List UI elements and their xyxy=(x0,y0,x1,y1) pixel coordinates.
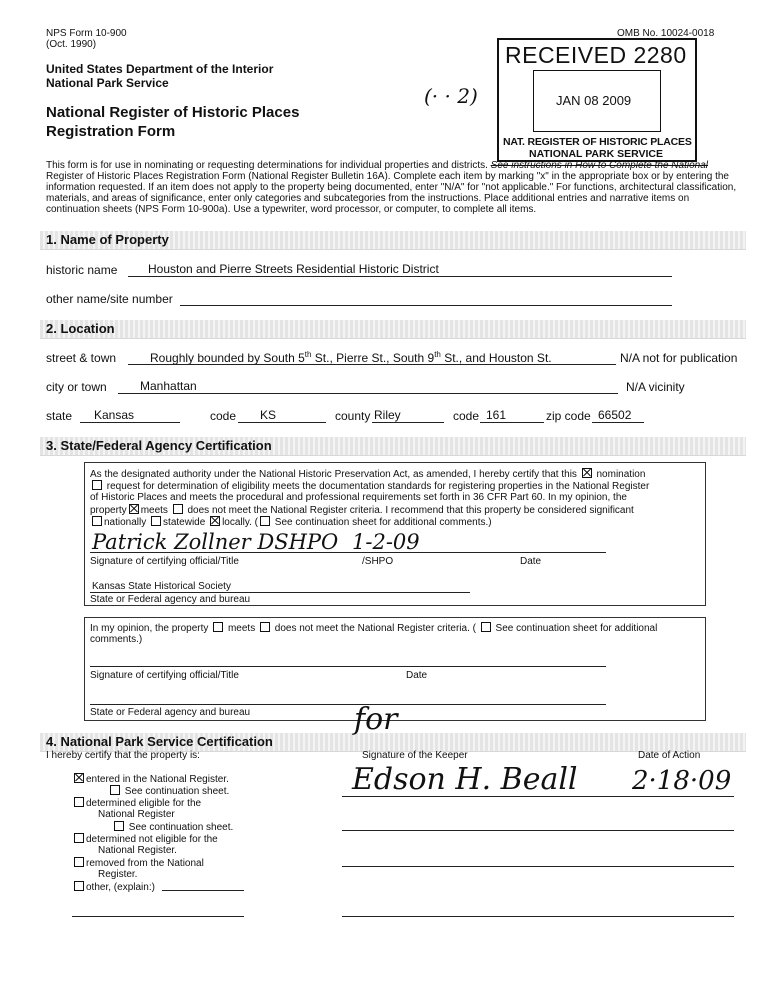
vicinity: N/A vicinity xyxy=(626,380,685,394)
see-continuation-checkbox-2[interactable] xyxy=(114,821,124,831)
historic-name-value[interactable]: Houston and Pierre Streets Residential Historic District xyxy=(148,262,439,276)
keeper-signature: Edson H. Beall xyxy=(352,762,578,797)
agency-line xyxy=(90,592,470,593)
county-label: county xyxy=(335,409,371,423)
handwritten-mark: (· · 2) xyxy=(424,84,478,108)
keeper-signature-line xyxy=(342,796,734,797)
other-name-label: other name/site number xyxy=(46,292,173,306)
meets-checkbox[interactable] xyxy=(129,504,139,514)
nps-intro: I hereby certify that the property is: xyxy=(46,750,200,761)
entered-checkbox[interactable] xyxy=(74,773,84,783)
opinion-continuation-checkbox[interactable] xyxy=(481,622,491,632)
stamp-line-1: NAT. REGISTER OF HISTORIC PLACES xyxy=(503,136,692,148)
request-checkbox[interactable] xyxy=(92,480,102,490)
zip-line xyxy=(592,422,644,423)
opinion-line-1: In my opinion, the property meets does not meet the National Register criteria. ( See continuation sheet for additional xyxy=(90,623,658,634)
date-label: Date xyxy=(520,556,542,567)
opinion-agency-line[interactable] xyxy=(90,704,606,705)
opinion-signature-label: Signature of certifying official/Title xyxy=(90,670,239,681)
section-2-bar xyxy=(40,320,746,339)
code-label: code xyxy=(210,409,237,423)
received-stamp xyxy=(497,38,697,162)
other-checkbox[interactable] xyxy=(74,881,84,891)
opinion-date-label: Date xyxy=(406,670,428,681)
section-2-title: 2. Location xyxy=(46,321,115,336)
stamp-date-box xyxy=(533,70,661,132)
city-label: city or town xyxy=(46,380,107,394)
stamp-date: JAN 08 2009 xyxy=(556,93,632,108)
keeper-line-2[interactable] xyxy=(342,830,734,831)
certifying-signature-line xyxy=(90,552,606,553)
instructions-line-4: materials, and areas of significance, enter only categories and subcategories from the instructions. Place additional entries and narrative items on xyxy=(46,193,690,204)
other-name-field[interactable] xyxy=(180,305,672,306)
nationally-checkbox[interactable] xyxy=(92,516,102,526)
state-code-value[interactable]: KS xyxy=(260,408,277,422)
see-continuation-item-2: See continuation sheet. xyxy=(112,821,233,833)
signature-label: Signature of certifying official/Title xyxy=(90,556,239,567)
keeper-label: Signature of the Keeper xyxy=(362,750,468,761)
street-value[interactable]: Roughly bounded by South 5th St., Pierre St., South 9th St., and Houston St. xyxy=(150,350,552,365)
determined-eligible-item: determined eligible for the xyxy=(72,797,201,809)
locally-checkbox[interactable] xyxy=(210,516,220,526)
opinion-agency-label: State or Federal agency and bureau xyxy=(90,707,251,718)
other-item: other, (explain:) xyxy=(72,881,155,893)
entered-item: entered in the National Register. xyxy=(72,773,229,785)
state-code-line xyxy=(238,422,326,423)
county-line xyxy=(372,422,444,423)
cert-line-5: nationally statewide locally. ( See continuation sheet for additional comments.) xyxy=(90,516,492,528)
see-continuation-checkbox[interactable] xyxy=(110,785,120,795)
action-date-handwritten: 2·18·09 xyxy=(632,766,732,796)
other-explain-line-2[interactable] xyxy=(72,916,244,917)
county-code-line xyxy=(480,422,544,423)
determined-eligible-line-2: National Register xyxy=(98,809,175,820)
omb-number: OMB No. 10024-0018 xyxy=(617,28,715,39)
not-for-publication: N/A not for publication xyxy=(620,351,738,365)
form-date: (Oct. 1990) xyxy=(46,39,97,50)
county-code-label: code xyxy=(453,409,480,423)
certifying-date-handwritten: 1-2-09 xyxy=(352,530,420,554)
service: National Park Service xyxy=(46,76,169,90)
removed-item: removed from the National xyxy=(72,857,204,869)
state-value[interactable]: Kansas xyxy=(94,408,135,422)
nomination-checkbox[interactable] xyxy=(582,468,592,478)
keeper-initial: for xyxy=(354,702,398,737)
continuation-checkbox[interactable] xyxy=(260,516,270,526)
county-code-value[interactable]: 161 xyxy=(486,408,507,422)
cert-line-2: request for determination of eligibility meets the documentation standards for registering properties in the National Register xyxy=(90,480,649,492)
instructions-line-5: continuation sheets (NPS Form 10-900a). Use a typewriter, word processor, or computer, to complete all items. xyxy=(46,204,537,215)
determined-eligible-checkbox[interactable] xyxy=(74,797,84,807)
other-explain-line[interactable] xyxy=(162,890,244,891)
removed-line-2: Register. xyxy=(98,869,138,880)
not-eligible-checkbox[interactable] xyxy=(74,833,84,843)
not-eligible-line-2: National Register. xyxy=(98,845,177,856)
zip-label: zip code xyxy=(546,409,591,423)
street-line xyxy=(128,364,616,365)
action-date-label: Date of Action xyxy=(638,750,701,761)
state-line xyxy=(80,422,180,423)
opinion-does-not-meet-checkbox[interactable] xyxy=(260,622,270,632)
stamp-received: RECEIVED 2280 xyxy=(505,42,687,68)
opinion-line-2: comments.) xyxy=(90,634,143,645)
department: United States Department of the Interior xyxy=(46,62,274,76)
city-line xyxy=(118,393,618,394)
stamp-line-2: NATIONAL PARK SERVICE xyxy=(529,148,663,160)
cert-line-3: of Historic Places and meets the procedural and professional requirements set forth in 36 CFR Part 60. In my opinion, the xyxy=(90,492,627,503)
zip-value[interactable]: 66502 xyxy=(598,408,632,422)
county-value[interactable]: Riley xyxy=(374,408,401,422)
street-label: street & town xyxy=(46,351,117,365)
keeper-line-4[interactable] xyxy=(342,916,734,917)
opinion-signature-line[interactable] xyxy=(90,666,606,667)
statewide-checkbox[interactable] xyxy=(151,516,161,526)
see-continuation-item: See continuation sheet. xyxy=(108,785,229,797)
city-value[interactable]: Manhattan xyxy=(140,379,197,393)
historic-name-line xyxy=(128,276,672,277)
removed-checkbox[interactable] xyxy=(74,857,84,867)
agency-label: State or Federal agency and bureau xyxy=(90,594,251,605)
form-subtitle: Registration Form xyxy=(46,123,176,140)
section-1-title: 1. Name of Property xyxy=(46,232,169,247)
agency-value[interactable]: Kansas State Historical Society xyxy=(92,581,231,592)
section-4-title: 4. National Park Service Certification xyxy=(46,734,273,749)
cert-line-1: As the designated authority under the National Historic Preservation Act, as amended, I hereby certify that this nomination xyxy=(90,469,646,480)
shpo-label: /SHPO xyxy=(362,556,394,567)
historic-name-label: historic name xyxy=(46,263,118,277)
keeper-line-3[interactable] xyxy=(342,866,734,867)
form-title: National Register of Historic Places xyxy=(46,104,300,121)
certifying-signature: Patrick Zollner DSHPO xyxy=(92,530,339,554)
opinion-meets-checkbox[interactable] xyxy=(213,622,223,632)
instructions-line-2: Register of Historic Places Registration Form (National Register Bulletin 16A). Complete each item by marking "x" in the appropriate box or by entering the xyxy=(46,171,729,182)
not-eligible-item: determined not eligible for the xyxy=(72,833,218,845)
form-number: NPS Form 10-900 xyxy=(46,28,127,39)
does-not-meet-checkbox[interactable] xyxy=(173,504,183,514)
cert-line-4: property meets does not meet the National Register criteria. I recommend that this property be considered significant xyxy=(90,505,634,516)
state-label: state xyxy=(46,409,73,423)
instructions-line-3: information requested. If an item does not apply to the property being documented, enter "N/A" for "not applicable." For functions, architectural classification, xyxy=(46,182,737,193)
section-3-title: 3. State/Federal Agency Certification xyxy=(46,438,272,453)
instructions-line-1: This form is for use in nominating or requesting determinations for individual properties and districts. See instructions in How to Complete the National xyxy=(46,160,708,171)
